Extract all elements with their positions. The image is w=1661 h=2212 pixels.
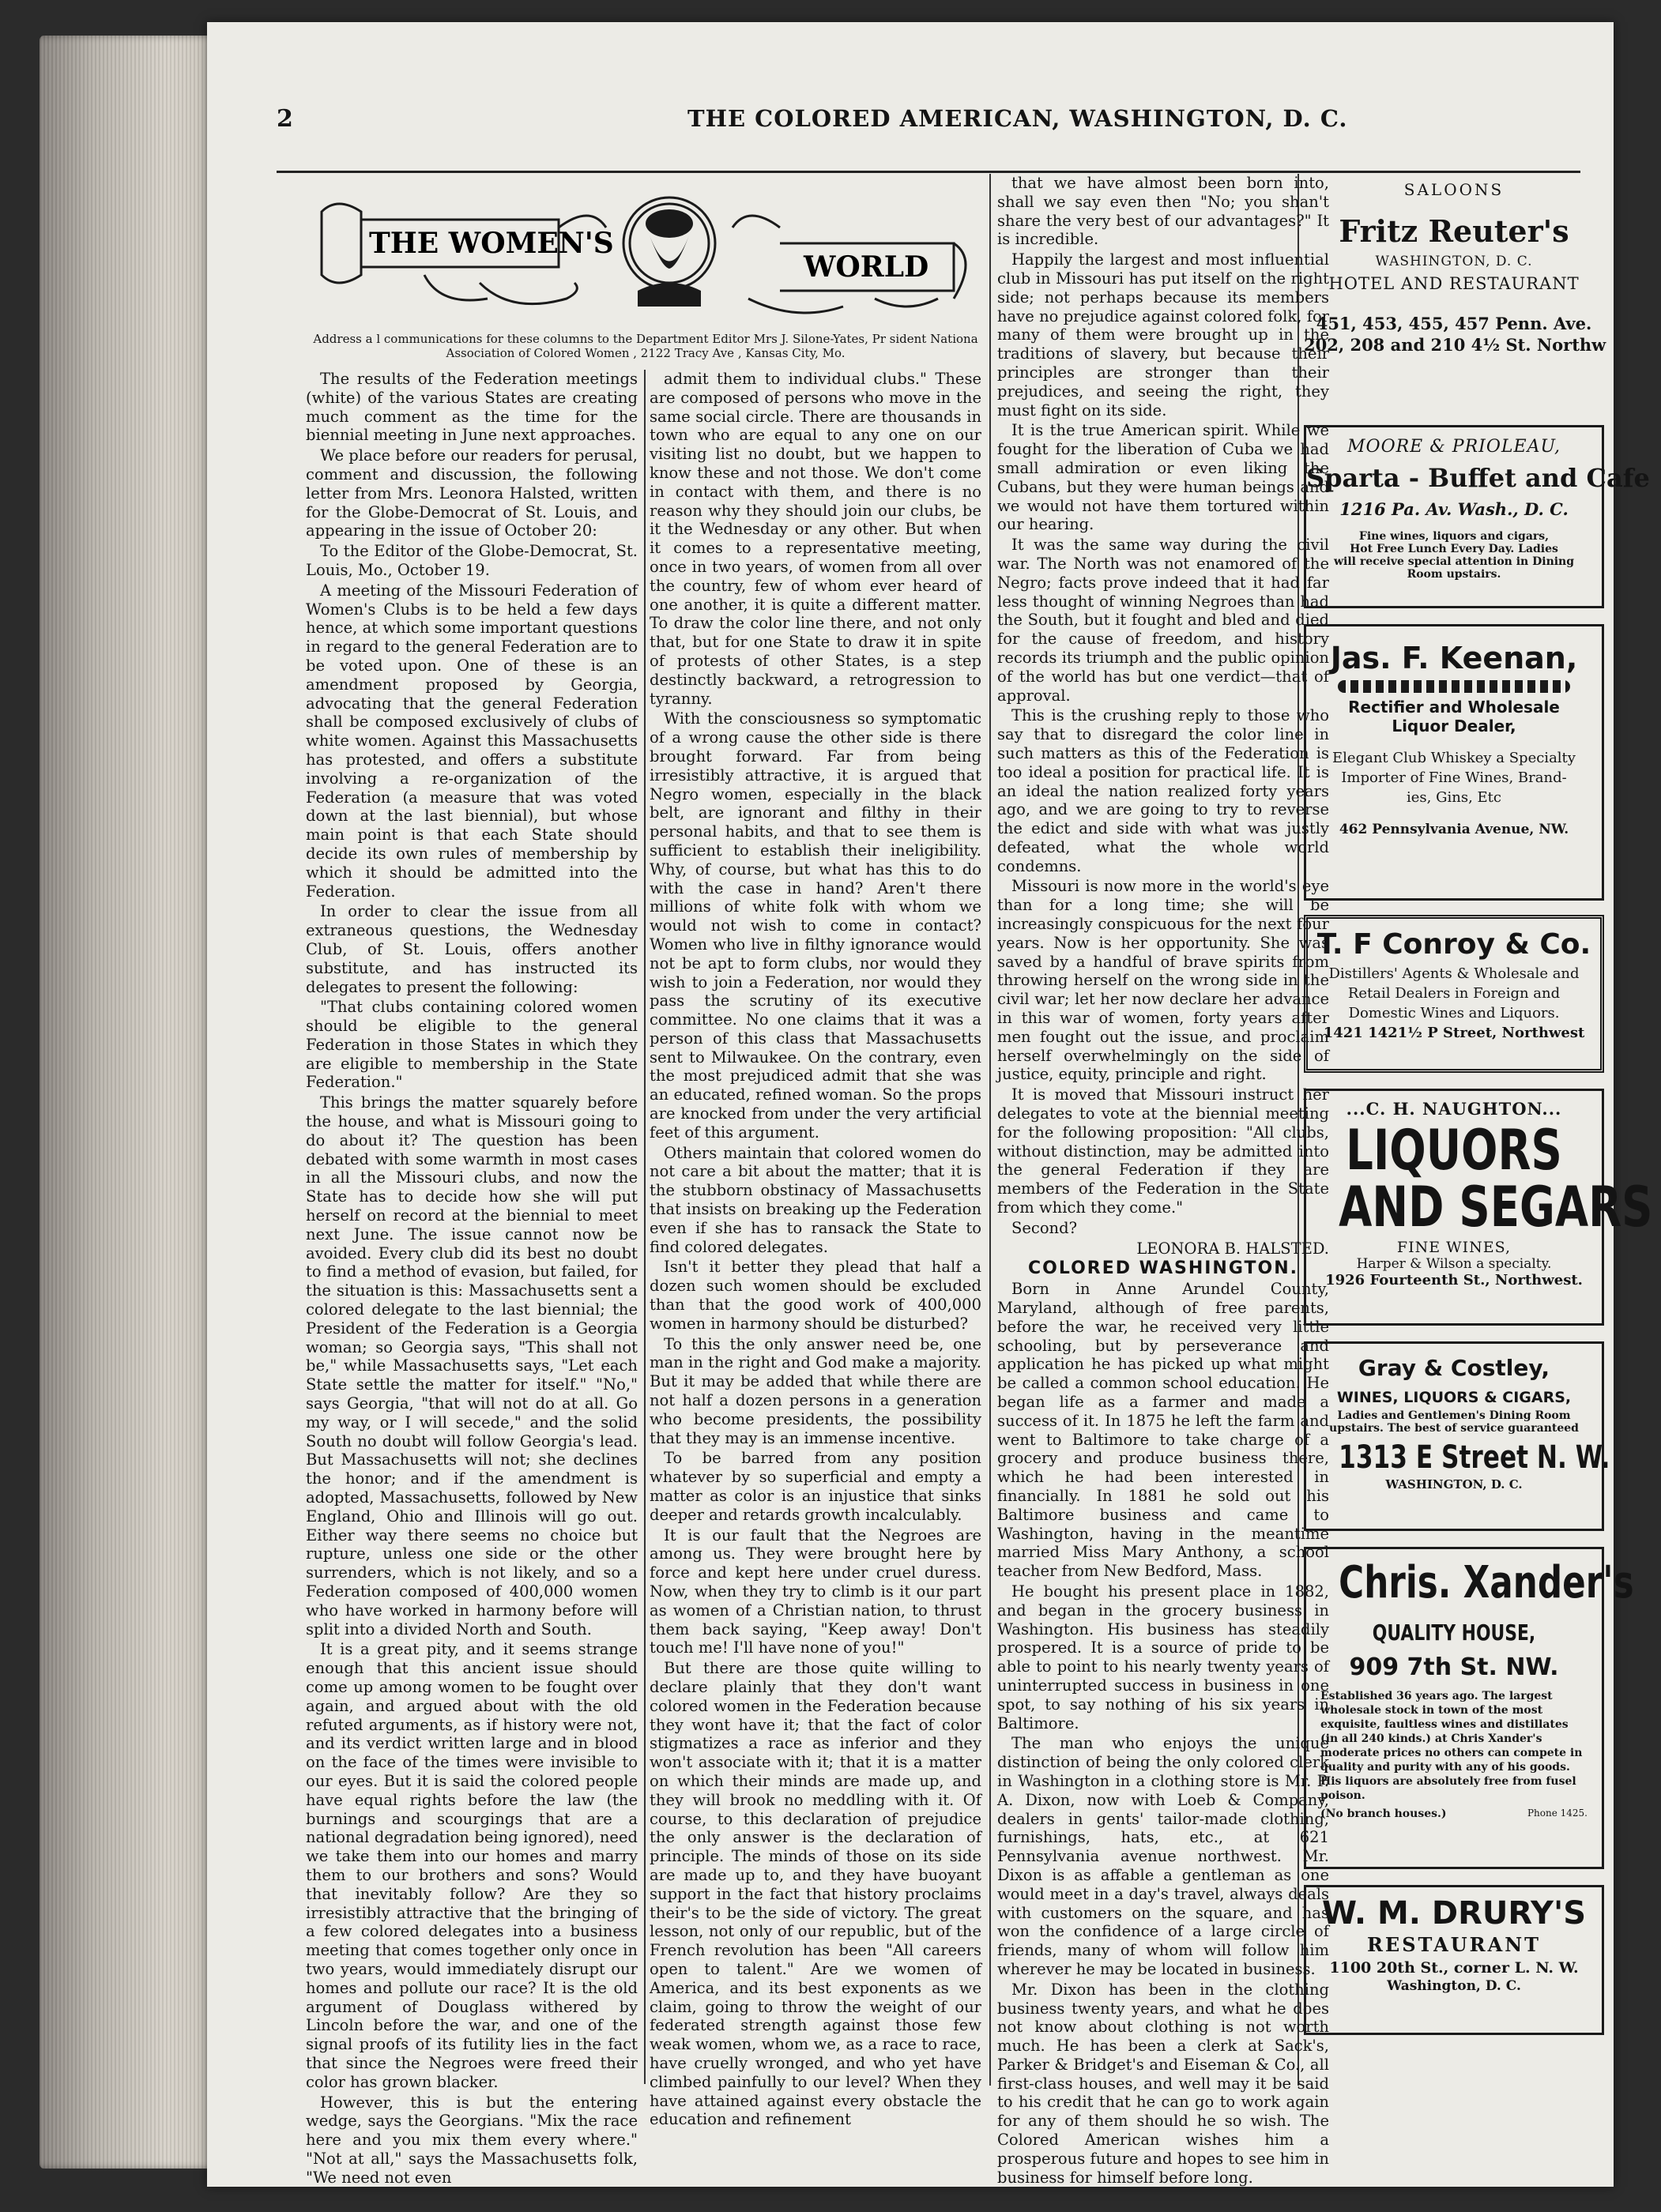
- keenan-line2: Liquor Dealer,: [1392, 717, 1516, 735]
- article-paragraph: To be barred from any position whatever by so superficial and empty a matter as color is an injustice that sinks deeper and retards growth incalculably.: [650, 1449, 981, 1524]
- drury-addr: 1100 20th St., corner L. N. W.: [1329, 1959, 1579, 1977]
- gray-name: Gray & Costley,: [1358, 1355, 1550, 1381]
- ad-reuter: [1304, 174, 1604, 411]
- gray-line3: upstairs. The best of service guaranteed: [1329, 1422, 1579, 1435]
- masthead: THE COLORED AMERICAN, WASHINGTON, D. C.: [687, 105, 1348, 132]
- gray-line1: WINES, LIQUORS & CIGARS,: [1336, 1389, 1572, 1406]
- page-number: 2: [277, 105, 293, 133]
- conroy-line2: Retail Dealers in Foreign and: [1347, 985, 1561, 1002]
- page-stack-edge: [40, 36, 221, 2169]
- article-paragraph: Happily the largest and most influential club in Missouri has put itself on the right side; not perhaps because its members have no prejudice against colored folk, for many of them were brought up in the traditions of slavery, but because their principles are stronger than their prejudices, and seeing the right, they must fight on its side.: [997, 250, 1329, 419]
- article-paragraph: admit them to individual clubs." These are composed of persons who move in the same social circle. There are thousands in town who are equal to any one on our visiting list no doubt, but we happen to know these and not those. We don't come in contact with them, and there is no reason why they should join our clubs, be it the Wednesday or any other. But when it comes to a representative meeting, once in two years, of women from all over the country, few of whom ever heard of one another, it is quite a different matter. To draw the color line there, and not only that, but for one State to draw it in spite of protests of other States, is a step destinctly backward, a retrogression to tyranny.: [650, 370, 981, 708]
- article-paragraph: In order to clear the issue from all extraneous questions, the Wednesday Club, of St. Louis, offers another substitute, and has instructed its delegates to present the following:: [306, 902, 638, 996]
- article-paragraph: This brings the matter squarely before the house, and what is Missouri going to do about it? The question has been debated with some warmth in most cases in all the Missouri clubs, and now the State has to decide how she will put herself on record at the biennial to meet next June. The issue cannot now be avoided. Every club did its best no doubt to find a method of evasion, but failed, for the situation is this: Massachusetts sent a colored delegate to the last biennial; the President of the Federation is a Georgia woman; so Georgia says, "This shall not be," while Massachusetts says, "Let each State settle the matter for itself." "No," says Georgia, "that will not do at all. Go my way, or I will secede," and the solid South no doubt will follow Georgia's lead. But Massachusetts will not; she declines the honor; and if the amendment is adopted, Massachusetts, followed by New England, Ohio and Illinois will go out. Either way there seems no choice but rupture, unless one side or the other surrenders, which is not likely, and so a Federation composed of 400,000 women who have worked in harmony before will split into a divided North and South.: [306, 1093, 638, 1638]
- keenan-line4: Importer of Fine Wines, Brand-: [1341, 769, 1567, 786]
- newspaper-page: [207, 22, 1653, 2187]
- ornament-divider: [1338, 680, 1570, 693]
- keenan-name: Jas. F. Keenan,: [1330, 641, 1578, 675]
- drury-name: W. M. DRURY'S: [1321, 1895, 1587, 1932]
- ad-conroy: [1304, 915, 1604, 1073]
- xander-note: (No branch houses.): [1320, 1808, 1447, 1820]
- page-header: [277, 105, 1557, 137]
- moore-line3: will receive special attention in Dining: [1333, 555, 1575, 568]
- keenan-line1: Rectifier and Wholesale: [1348, 698, 1560, 717]
- moore-line4: Room upstairs.: [1407, 568, 1501, 581]
- banner-caption: Address a l communications for these columns to the Department Editor Mrs J. Silone-Yates, Pr sident Nationa Association of Colored Women , 2122 Tracy Ave , Kansas City, Mo.: [313, 332, 978, 360]
- ad-naughton: [1304, 1089, 1653, 1326]
- article-paragraph: To this the only answer need be, one man in the right and God make a majority. But it may be added that while there are not half a dozen persons in a generation who become presidents, the possibility that they may is an immense incentive.: [650, 1334, 981, 1447]
- xander-phone: Phone 1425.: [1527, 1808, 1588, 1819]
- article-paragraph: It was the same way during the civil war. The North was not enamored of the Negro; facts prove indeed that it had far less thought of winning Negroes than had the South, but it fought and bled and died for the cause of freedom, and history records its triumph and the public opinion of the world has but one verdict—that of approval.: [997, 536, 1329, 705]
- keenan-addr: 462 Pennsylvania Avenue, NW.: [1339, 822, 1569, 837]
- moore-addr: 1216 Pa. Av. Wash., D. C.: [1339, 499, 1569, 519]
- conroy-line1: Distillers' Agents & Wholesale and: [1328, 965, 1580, 982]
- article-paragraph: that we have almost been born into, shall we say even then "No; you shan't share the very best of our advantages?" It is incredible.: [997, 174, 1329, 249]
- moore-name: MOORE & PRIOLEAU,: [1347, 437, 1561, 457]
- saloons-label: SALOONS: [1403, 180, 1505, 199]
- naughton-addr: 1926 Fourteenth St., Northwest.: [1325, 1272, 1583, 1288]
- womens-world-banner: [306, 180, 985, 338]
- xander-addr: 909 7th St. NW.: [1349, 1653, 1559, 1681]
- reuter-kind: HOTEL AND RESTAURANT: [1328, 274, 1580, 293]
- article-paragraph: But there are those quite willing to declare plainly that they don't want colored women in the Federation because they wont have it; that the fact of color stigmatizes a race as inferior and they won't associate with it; that it is a matter on which their minds are made up, and they will brook no meddling with it. Of course, to this declaration of prejudice the only answer is the declaration of principle. The minds of those on its side are made up to, and they have buoyant support in the fact that history proclaims their's to be the side of victory. The great lesson, not only of our republic, but of the French revolution has been "All careers open to talent." Are we women of America, and its best exponents as we claim, going to throw the weight of our federated strength against those few weak women, whom we, as a race to race, have cruelly wronged, and who yet have climbed painfully to our level? When they have attained against every obstacle the education and refinement: [650, 1659, 981, 2129]
- gray-addr: 1313 E Street N. W.: [1339, 1439, 1610, 1476]
- naughton-big1: LIQUORS: [1346, 1118, 1562, 1183]
- article-paragraph: Others maintain that colored women do not care a bit about the matter; that it is the stubborn obstinacy of Massachusetts that insists on breaking up the Federation even if she has to ransack the State to find colored delegates.: [650, 1143, 981, 1256]
- reuter-name: Fritz Reuter's: [1339, 213, 1569, 249]
- moore-title: Sparta - Buffet and Cafe: [1306, 463, 1650, 493]
- banner-title-left: THE WOMEN'S: [369, 227, 614, 260]
- cw-paragraph: Mr. Dixon has been in the clothing business twenty years, and what he does not know about clothing is not worth much. He has been a clerk at Sack's, Parker & Bridget's and Eiseman & Co., all first-class houses, and well may it be said to his credit that he can go to work again for any of them should he so wish. The Colored American wishes him a prosperous future and hopes to see him in business for himself before long.: [997, 1980, 1329, 2187]
- cw-paragraph: He bought his present place in 1882, and began in the grocery business in Washington. His business has steadily prospered. It is a source of pride to be able to point to his nearly twenty years of uninterrupted success in business in one spot, to say nothing of his six years in Baltimore.: [997, 1582, 1329, 1732]
- xander-body: Established 36 years ago. The largest wholesale stock in town of the most exquisite, faultless wines and distillates (in all 240 kinds.) at Chris Xander's moderate prices no others can compete in quality and purity with any of his goods. His liquors are absolutely free from fusel poison.: [1320, 1690, 1583, 1802]
- article-paragraph: Isn't it better they plead that half a dozen such women should be excluded than that the good work of 400,000 women in harmony should be disturbed?: [650, 1258, 981, 1333]
- ad-drury: [1304, 1885, 1604, 2035]
- article-paragraph: It is the true American spirit. While we fought for the liberation of Cuba we had small admiration or even liking the Cubans, but they were human beings and we would not have them tortured within our hearing.: [997, 421, 1329, 534]
- article-signature: LEONORA B. HALSTED.: [1136, 1239, 1329, 1258]
- cw-paragraph: The man who enjoys the unique distinction of being the only colored clerk in Washington in a clothing store is Mr. P. A. Dixon, now with Loeb & Company, dealers in gents' tailor-made clothing, furnishings, hats, etc., at 621 Pennsylvania avenue northwest. Mr. Dixon is as affable a gentleman as one would meet in a day's travel, always deals with customers on the square, and has won the confidence of a large circle of friends, many of whom will follow him wherever he may be located in business.: [997, 1734, 1329, 1978]
- xander-name: Chris. Xander's: [1339, 1557, 1634, 1608]
- conroy-addr: 1421 1421½ P Street, Northwest: [1323, 1025, 1585, 1041]
- article-paragraph: It is moved that Missouri instruct her delegates to vote at the biennial meeting for the following proposition: "All clubs, without distinction, may be admitted into the general Federation if they are members of the Federation in the State from which they come.": [997, 1085, 1329, 1217]
- reuter-addr2: 202, 208 and 210 4½ St. Northw: [1304, 335, 1606, 355]
- article-paragraph: A meeting of the Missouri Federation of Women's Clubs is to be held a few days hence, at which some important questions in regard to the general Federation are to be voted upon. One of these is an amendment proposed by Georgia, advocating that the general Federation shall be composed exclusively of clubs of white women. Against this Massachusetts has protested, and offers a substitute involving a re-organization of the Federation (a measure that was voted down at the last biennial), but whose main point is that each State should decide its own rules of membership by which it should be admitted into the Federation.: [306, 581, 638, 901]
- ad-keenan: [1304, 624, 1604, 901]
- column-rule-1: [644, 370, 646, 2084]
- xander-line1: QUALITY HOUSE,: [1372, 1620, 1536, 1646]
- drury-city: Washington, D. C.: [1387, 1978, 1521, 1994]
- article-paragraph: It is a great pity, and it seems strange enough that this ancient issue should come up among women to be fought over again, and argued about with the old refuted arguments, as if history were not, and its verdict written large and in blood on the face of the times were invisible to our eyes. But it is said the colored people have equal rights before the law (the burnings and scourgings that are a national degradation being ignored), need we take them into our homes and marry them to our brothers and sons? Would that inevitably follow? Are they so irresistibly attractive that the bringing of a few colored delegates into a business meeting that comes together only once in two years, would immediately disrupt our homes and pollute our race? It is the old argument of Douglass withered by Lincoln before the war, and one of the signal proofs of its futility lies in the fact that since the Negroes were freed their color has grown blacker.: [306, 1640, 638, 2091]
- naughton-big2: AND SEGARS: [1339, 1175, 1653, 1240]
- gray-line2: Ladies and Gentlemen's Dining Room: [1337, 1409, 1571, 1422]
- conroy-name: T. F Conroy & Co.: [1316, 928, 1591, 961]
- header-rule: [277, 171, 1580, 173]
- xander-footer: [1320, 1808, 1588, 1820]
- ad-moore-prioleau: [1304, 425, 1650, 608]
- reuter-addr1: 451, 453, 455, 457 Penn. Ave.: [1316, 314, 1592, 333]
- colored-washington-heading: COLORED WASHINGTON.: [1028, 1258, 1298, 1279]
- article-paragraph: The results of the Federation meetings (white) of the various States are creating much comment as the time for the biennial meeting in June next approaches.: [306, 370, 638, 445]
- ad-xander: [1304, 1547, 1634, 1869]
- article-paragraph: Second?: [1011, 1218, 1078, 1237]
- article-column-3: [997, 174, 1329, 2187]
- naughton-name: ...C. H. NAUGHTON...: [1346, 1099, 1562, 1119]
- banner-title-right: WORLD: [804, 250, 929, 284]
- article-paragraph: "That clubs containing colored women should be eligible to the general Federation in those States in which they are eligible to membership in the State Federation.": [306, 998, 638, 1092]
- article-paragraph: With the consciousness so symptomatic of a wrong cause the other side is there brought forward. Far from being irresistibly attractive, it is argued that Negro women, especially in the black belt, are ignorant and filthy in their personal habits, and that to see them is sufficient to establish their ineligibility. Why, of course, but what has this to do with the case in hand? Aren't there millions of white folk with whom we would not wish to come in contact? Women who live in filthy ignorance would not be apt to form clubs, nor would they wish to join a Federation, nor would they pass the scrutiny of its executive committee. No one claims that it was a person of this class that Massachusetts sent to Milwaukee. On the contrary, even the most prejudiced admit that she was an educated, refined woman. So the props are knocked from under the very artificial feet of this argument.: [650, 709, 981, 1142]
- article-paragraph: However, this is but the entering wedge, says the Georgians. "Mix the race here and you mix them every where." "Not at all," says the Massachusetts folk, "We need not even: [306, 2093, 638, 2187]
- article-paragraph: Missouri is now more in the world's eye than for a long time; she will be increasingly conspicuous for the next four years. Now is her opportunity. She was saved by a handful of brave spirits from throwing herself on the wrong side in the civil war; let her now declare her advance in this war of women, forty years after men fought out the issue, and proclaim herself overwhelmingly on the side of justice, equity, principle and right.: [997, 877, 1329, 1084]
- keenan-line5: ies, Gins, Etc: [1407, 789, 1501, 806]
- article-paragraph: It is our fault that the Negroes are among us. They were brought here by force and kept here under cruel duress. Now, when they try to climb is it our part as women of a Christian nation, to thrust them back saying, "Keep away! Don't touch me! I'll have none of you!": [650, 1525, 981, 1657]
- ad-gray-costley: [1304, 1341, 1610, 1531]
- moore-line2: Hot Free Lunch Every Day. Ladies: [1350, 543, 1558, 555]
- conroy-line3: Domestic Wines and Liquors.: [1348, 1005, 1560, 1021]
- drury-line1: RESTAURANT: [1366, 1933, 1542, 1956]
- cw-paragraph: Born in Anne Arundel County, Maryland, although of free parents, before the war, he received very little schooling, but by perseverance and application he has picked up what might be called a common school education. He began life as a farmer and made a success of it. In 1875 he left the farm and went to Baltimore to take charge of a grocery and produce business there, which he had been interested in financially. In 1881 he sold out his Baltimore business and came to Washington, having in the meantime married Miss Mary Anthony, a school teacher from New Bedford, Mass.: [997, 1280, 1329, 1581]
- article-column-2: [650, 370, 981, 2129]
- naughton-line2: Harper & Wilson a specialty.: [1356, 1256, 1552, 1272]
- article-paragraph: This is the crushing reply to those who say that to disregard the color line in such matters as this of the Federation is too ideal a position for practical life. It is an ideal the nation realized forty years ago, and we are going to try to reverse the edict and side with what was justly defeated, what the whole world condemns.: [997, 706, 1329, 875]
- column-rule-2: [989, 174, 991, 2086]
- article-paragraph: We place before our readers for perusal, comment and discussion, the following letter from Mrs. Leonora Halsted, written for the Globe-Democrat of St. Louis, and appearing in the issue of October 20:: [306, 446, 638, 540]
- article-paragraph: To the Editor of the Globe-Democrat, St. Louis, Mo., October 19.: [306, 542, 638, 579]
- naughton-line1: FINE WINES,: [1396, 1239, 1512, 1256]
- moore-line1: Fine wines, liquors and cigars,: [1358, 530, 1550, 543]
- reuter-city: WASHINGTON, D. C.: [1375, 254, 1533, 269]
- article-column-1: [306, 370, 638, 2187]
- gray-city: WASHINGTON, D. C.: [1385, 1477, 1523, 1492]
- keenan-line3: Elegant Club Whiskey a Specialty: [1332, 750, 1576, 766]
- advertisements-column: [1304, 174, 1653, 2117]
